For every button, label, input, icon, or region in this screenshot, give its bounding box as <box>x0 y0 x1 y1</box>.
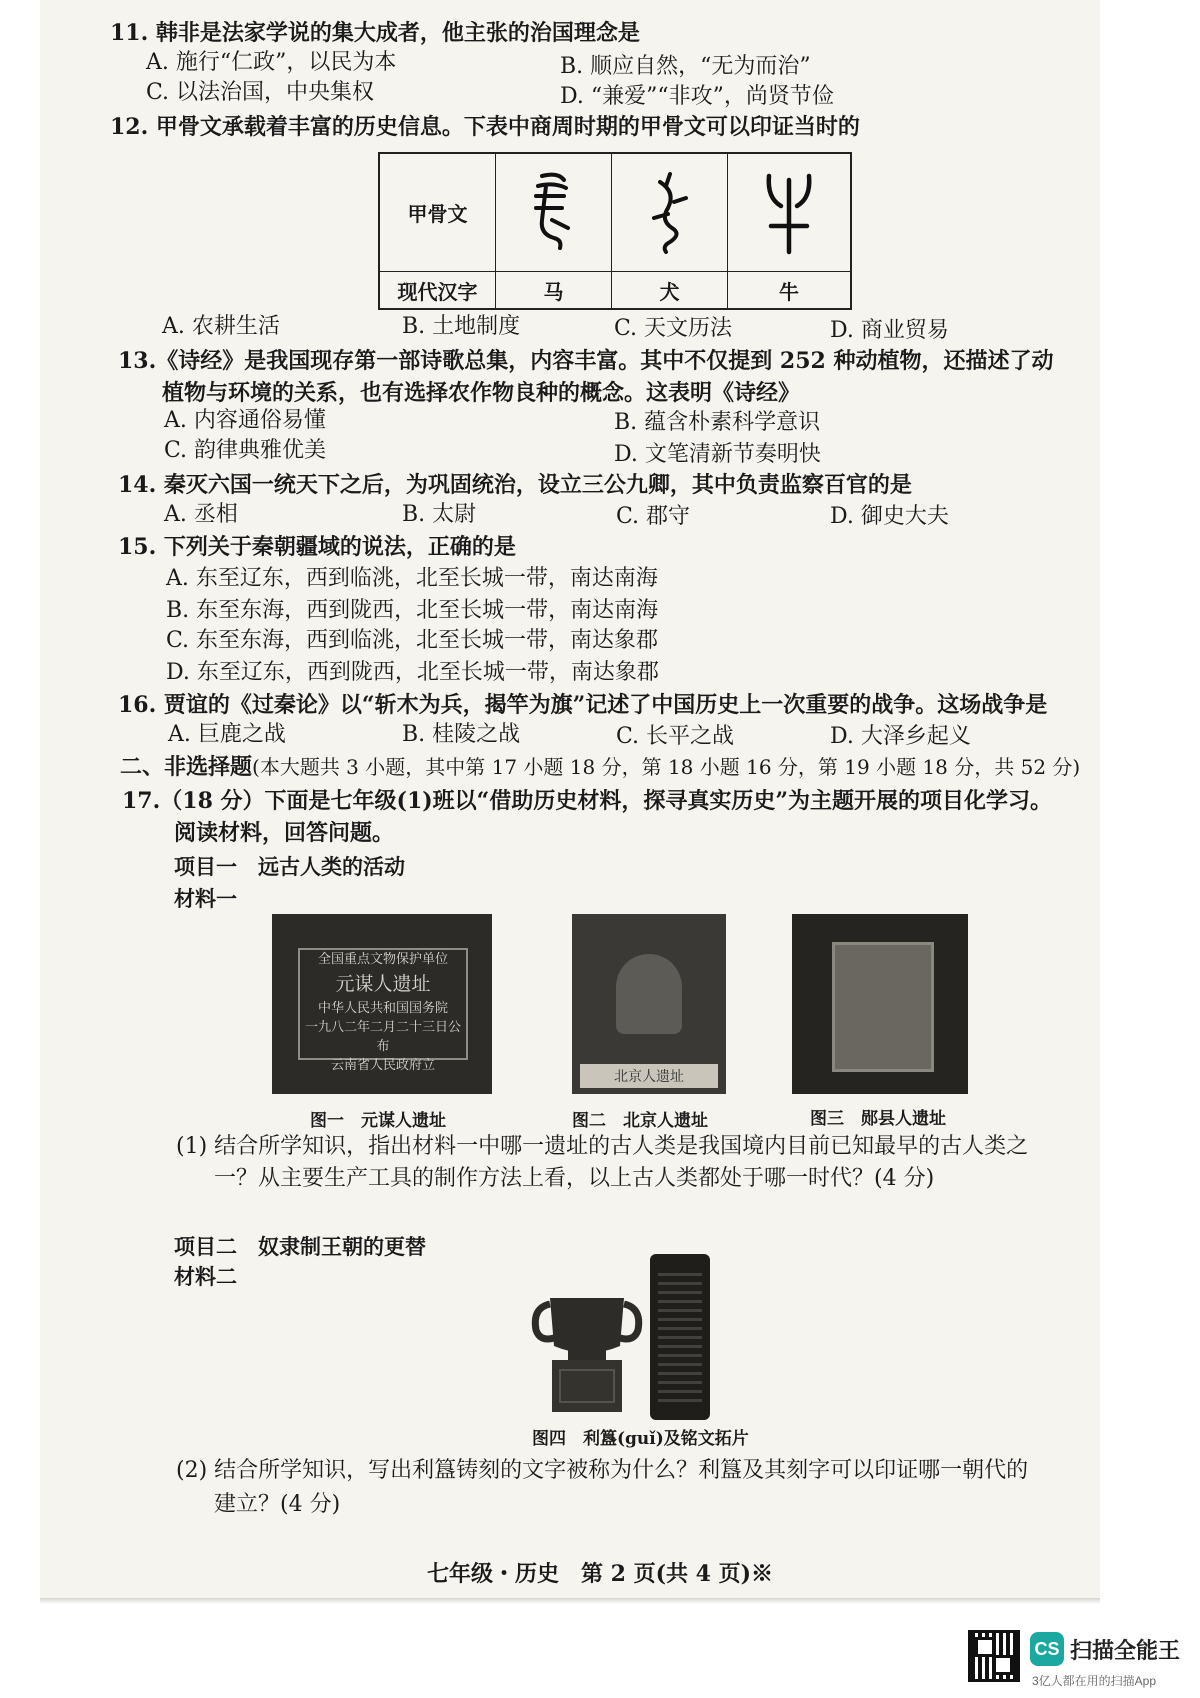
plaque-line1: 全国重点文物保护单位 <box>317 952 448 967</box>
q16-option-a: A. 巨鹿之战 <box>168 722 286 747</box>
q11-option-a: A. 施行“仁政”，以民为本 <box>146 50 397 75</box>
modern-char-dog: 犬 <box>612 272 728 308</box>
sub1-line1: (1) 结合所学知识，指出材料一中哪一遗址的古人类是我国境内目前已知最早的古人类之 <box>176 1134 1029 1159</box>
q16-option-c: C. 长平之战 <box>616 724 735 749</box>
q12-stem: 12. 甲骨文承载着丰富的历史信息。下表中商周时期的甲骨文可以印证当时的 <box>110 114 860 140</box>
fig3-caption: 图三 郧县人遗址 <box>810 1109 946 1129</box>
modern-char-ox: 牛 <box>779 279 799 304</box>
sub1-line2: 一？从主要生产工具的制作方法上看，以上古人类都处于哪一时代？(4 分) <box>214 1166 935 1191</box>
q14-stem: 14. 秦灭六国一统天下之后，为巩固统治，设立三公九卿，其中负责监察百官的是 <box>118 472 912 498</box>
beijing-bust-shape <box>616 954 682 1034</box>
q11-stem: 11. 韩非是法家学说的集大成者，他主张的治国理念是 <box>110 20 640 46</box>
q14-option-c: C. 郡守 <box>616 504 691 529</box>
beijing-site-photo <box>572 914 726 1094</box>
ligui-inscription-rubbing <box>650 1254 710 1420</box>
oracle-ox-glyph <box>728 154 850 272</box>
fig1-caption: 图一 元谋人遗址 <box>310 1111 446 1131</box>
scanner-app-name: 扫描全能王 <box>1070 1638 1181 1663</box>
q15-option-b: B. 东至东海，西到陇西，北至长城一带，南达南海 <box>166 598 659 623</box>
q13-option-d: D. 文笔清新节奏明快 <box>614 442 821 467</box>
project1-title: 项目一 远古人类的活动 <box>174 854 405 879</box>
yuanmou-site-photo <box>272 914 492 1094</box>
fig2-caption: 图二 北京人遗址 <box>572 1111 708 1131</box>
camscanner-logo-icon: CS <box>1030 1632 1064 1666</box>
q14-option-a: A. 丞相 <box>164 502 238 527</box>
q13-stem-line1: 13.《诗经》是我国现存第一部诗歌总集，内容丰富。其中不仅提到 252 种动植物，还描述了动 <box>118 348 1054 374</box>
q13-option-c: C. 韵律典雅优美 <box>164 438 327 463</box>
q15-option-d: D. 东至辽东，西到陇西，北至长城一带，南达象郡 <box>166 660 659 685</box>
oracle-dog-glyph <box>612 154 728 272</box>
q16-option-b: B. 桂陵之战 <box>402 722 521 747</box>
plaque-line3: 中华人民共和国国务院 <box>317 1001 448 1016</box>
q14-option-b: B. 太尉 <box>402 502 477 527</box>
scanner-tagline: 3亿人都在用的扫描App <box>1032 1674 1157 1688</box>
oracle-horse-glyph <box>496 154 612 272</box>
q16-stem: 16. 贾谊的《过秦论》以“斩木为兵，揭竿为旗”记述了中国历史上一次重要的战争。这场战争是 <box>118 692 1048 718</box>
qr-code-icon <box>968 1630 1020 1682</box>
ligui-vessel-image <box>528 1290 646 1414</box>
plaque-line5: 云南省人民政府立 <box>330 1058 435 1073</box>
q17-stem-line2: 阅读材料，回答问题。 <box>174 820 395 846</box>
q12-option-a: A. 农耕生活 <box>162 314 280 339</box>
paper-edge <box>40 1598 1100 1604</box>
q15-stem: 15. 下列关于秦朝疆域的说法，正确的是 <box>118 534 516 560</box>
sub2-line1: (2) 结合所学知识，写出利簋铸刻的文字被称为什么？利簋及其刻字可以印证哪一朝代的 <box>176 1458 1029 1483</box>
yunxian-site-photo <box>792 914 968 1094</box>
section2-heading <box>120 752 1080 782</box>
section2-note: (本大题共 3 小题，其中第 17 小题 18 分，第 18 小题 16 分，第 19 小题 18 分，共 52 分) <box>252 755 1081 779</box>
q12-option-c: C. 天文历法 <box>614 316 733 341</box>
modern-char-horse: 马 <box>496 272 612 308</box>
plaque-line2: 元谋人遗址 <box>335 973 431 995</box>
material1-label: 材料一 <box>174 886 237 911</box>
q12-option-b: B. 土地制度 <box>402 314 521 339</box>
q11-option-d: D. “兼爱”“非攻”，尚贤节俭 <box>560 84 834 109</box>
material2-label: 材料二 <box>174 1264 237 1289</box>
q13-stem-line2: 植物与环境的关系，也有选择农作物良种的概念。这表明《诗经》 <box>162 380 801 406</box>
yuanmou-plaque <box>298 948 468 1073</box>
q16-option-d: D. 大泽乡起义 <box>830 724 971 749</box>
q11-option-c: C. 以法治国，中央集权 <box>146 80 375 105</box>
project2-title: 项目二 奴隶制王朝的更替 <box>174 1234 426 1259</box>
section2-title: 二、非选择题 <box>120 754 253 780</box>
oracle-bone-table <box>378 152 852 310</box>
q15-option-a: A. 东至辽东，西到临洮，北至长城一带，南达南海 <box>166 566 658 591</box>
q13-option-b: B. 蕴含朴素科学意识 <box>614 410 821 435</box>
fig4-caption: 图四 利簋(guǐ)及铭文拓片 <box>532 1429 749 1449</box>
yunxian-stone-tablet <box>832 942 934 1072</box>
beijing-site-sign: 北京人遗址 <box>580 1064 718 1088</box>
plaque-line4: 一九八二年二月二十三日公布 <box>304 1020 461 1054</box>
q14-option-d: D. 御史大夫 <box>830 504 949 529</box>
q12-option-d: D. 商业贸易 <box>830 318 949 343</box>
q17-stem-line1: 17.（18 分）下面是七年级(1)班以“借助历史材料，探寻真实历史”为主题开展的项目化学习。 <box>122 788 1052 814</box>
rubbing-texture <box>658 1268 702 1408</box>
q11-option-b: B. 顺应自然，“无为而治” <box>560 54 811 79</box>
page-footer: 七年级・历史 第 2 页(共 4 页)※ <box>426 1561 774 1587</box>
q13-option-a: A. 内容通俗易懂 <box>164 408 326 433</box>
oracle-row-label: 甲骨文 <box>380 154 496 272</box>
sub2-line2: 建立？(4 分) <box>214 1492 341 1517</box>
modern-char-row-label: 现代汉字 <box>380 272 496 308</box>
q15-option-c: C. 东至东海，西到临洮，北至长城一带，南达象郡 <box>166 628 659 653</box>
